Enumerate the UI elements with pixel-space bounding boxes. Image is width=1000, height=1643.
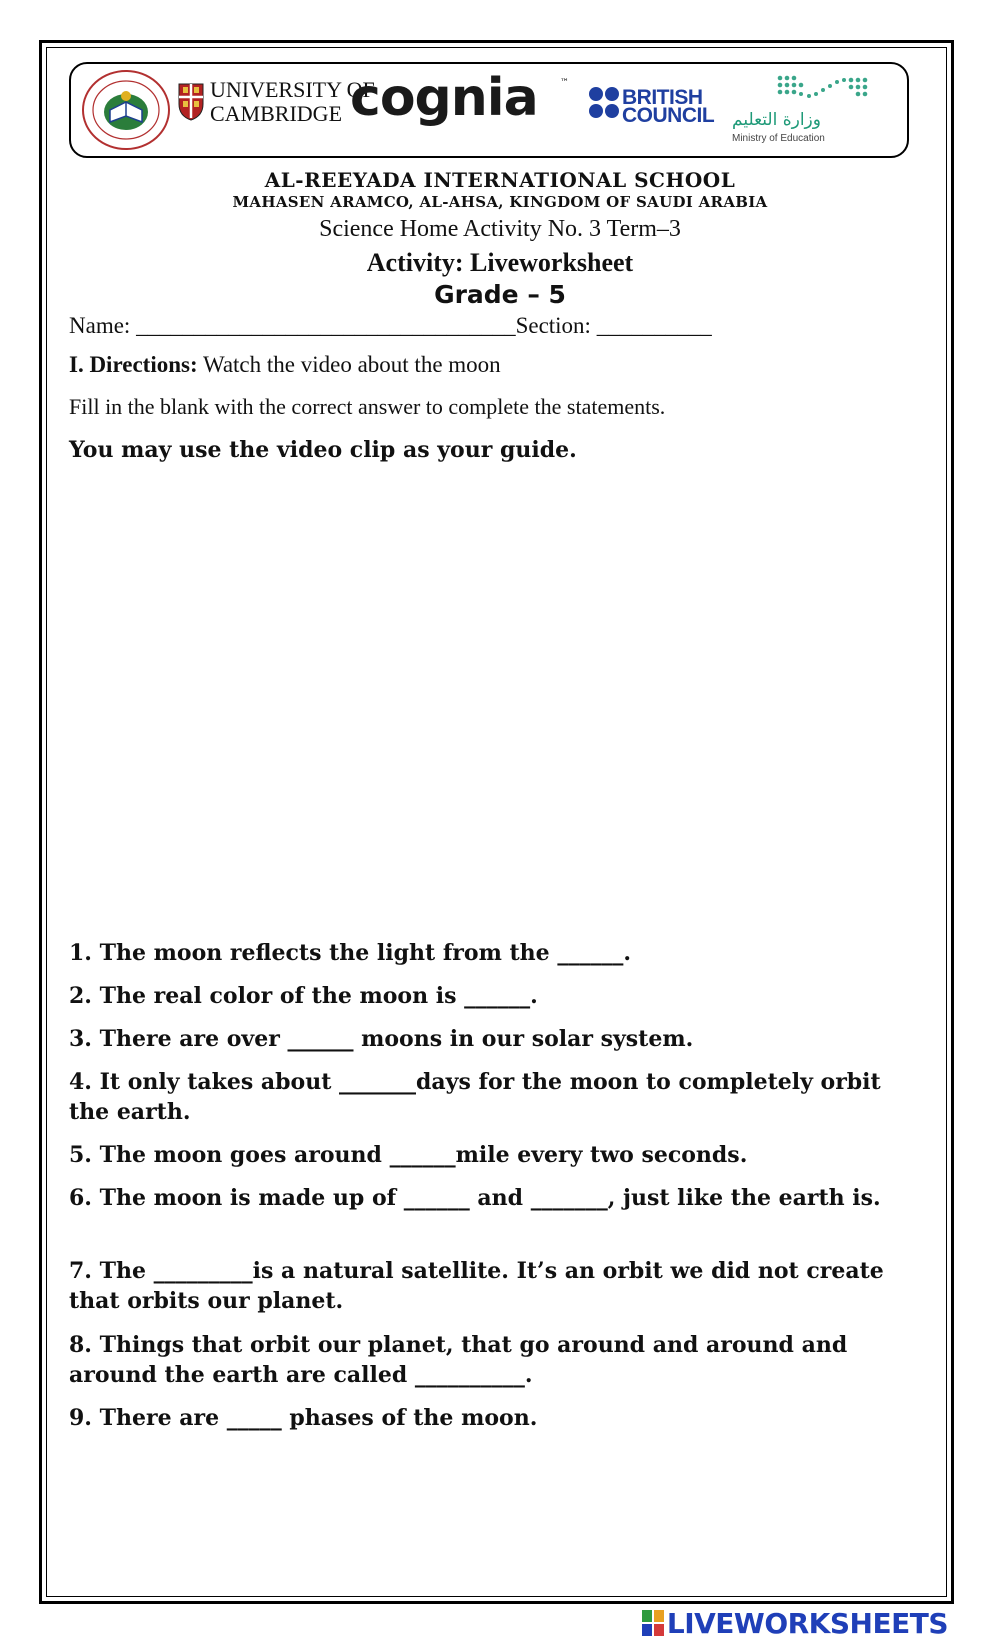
question-2: 2. The real color of the moon is ______. [69,983,538,1009]
liveworksheets-mark-icon [642,1610,664,1636]
question-1: 1. The moon reflects the light from the ______. [69,940,631,966]
question-7: 7. The _________is a natural satellite. It’s an orbit we did not create that orbits our planet. [69,1258,884,1314]
cognia-trademark: ™ [560,78,569,88]
british-council-dots-icon [588,86,620,120]
name-section-line [69,313,712,339]
grade-title: Grade – 5 [434,280,566,309]
school-address: MAHASEN ARAMCO, AL-AHSA, KINGDOM OF SAUDI ARABIA [232,193,768,211]
cambridge-shield-icon [177,82,205,122]
name-label: Name: [69,313,131,338]
question-3: 3. There are over ______ moons in our solar system. [69,1026,694,1052]
ministry-dots-icon [775,72,875,108]
name-blank[interactable]: _________________________________ [130,313,516,338]
cambridge-logo-line1: UNIVERSITY OF [210,77,375,102]
section-blank[interactable]: __________ [590,313,712,338]
activity-subtitle: Science Home Activity No. 3 Term–3 [319,216,681,242]
british-council-line1: BRITISH [622,86,703,109]
ministry-english-name: Ministry of Education [732,133,825,144]
british-council-line2: COUNCIL [622,104,715,127]
video-guide-note: You may use the video clip as your guide. [69,437,577,463]
school-name: AL-REEYADA INTERNATIONAL SCHOOL [264,168,736,192]
section-label: Section: [515,313,591,338]
question-5: 5. The moon goes around ______mile every two seconds. [69,1142,748,1168]
activity-title: Activity: Liveworksheet [366,248,634,277]
question-8: 8. Things that orbit our planet, that go around and around and around the earth are called __________. [69,1332,848,1388]
fill-instructions: Fill in the blank with the correct answer to complete the statements. [69,394,666,419]
school-crest-logo [80,68,172,152]
liveworksheets-logo[interactable] [642,1607,948,1640]
ministry-arabic-name: وزارة التعليم [732,110,821,130]
directions-line [69,352,501,378]
question-4: 4. It only takes about _______days for the moon to completely orbit the earth. [69,1069,881,1125]
cognia-logo: cognia [350,68,538,128]
cambridge-logo-line2: CAMBRIDGE [210,101,343,126]
question-9: 9. There are _____ phases of the moon. [69,1405,538,1431]
liveworksheets-brand-text: LIVEWORKSHEETS [666,1607,948,1640]
directions-text: Watch the video about the moon [197,352,501,377]
directions-heading: I. Directions: [69,352,198,377]
video-placeholder[interactable] [69,475,909,940]
question-6: 6. The moon is made up of ______ and _______, just like the earth is. [69,1185,881,1211]
